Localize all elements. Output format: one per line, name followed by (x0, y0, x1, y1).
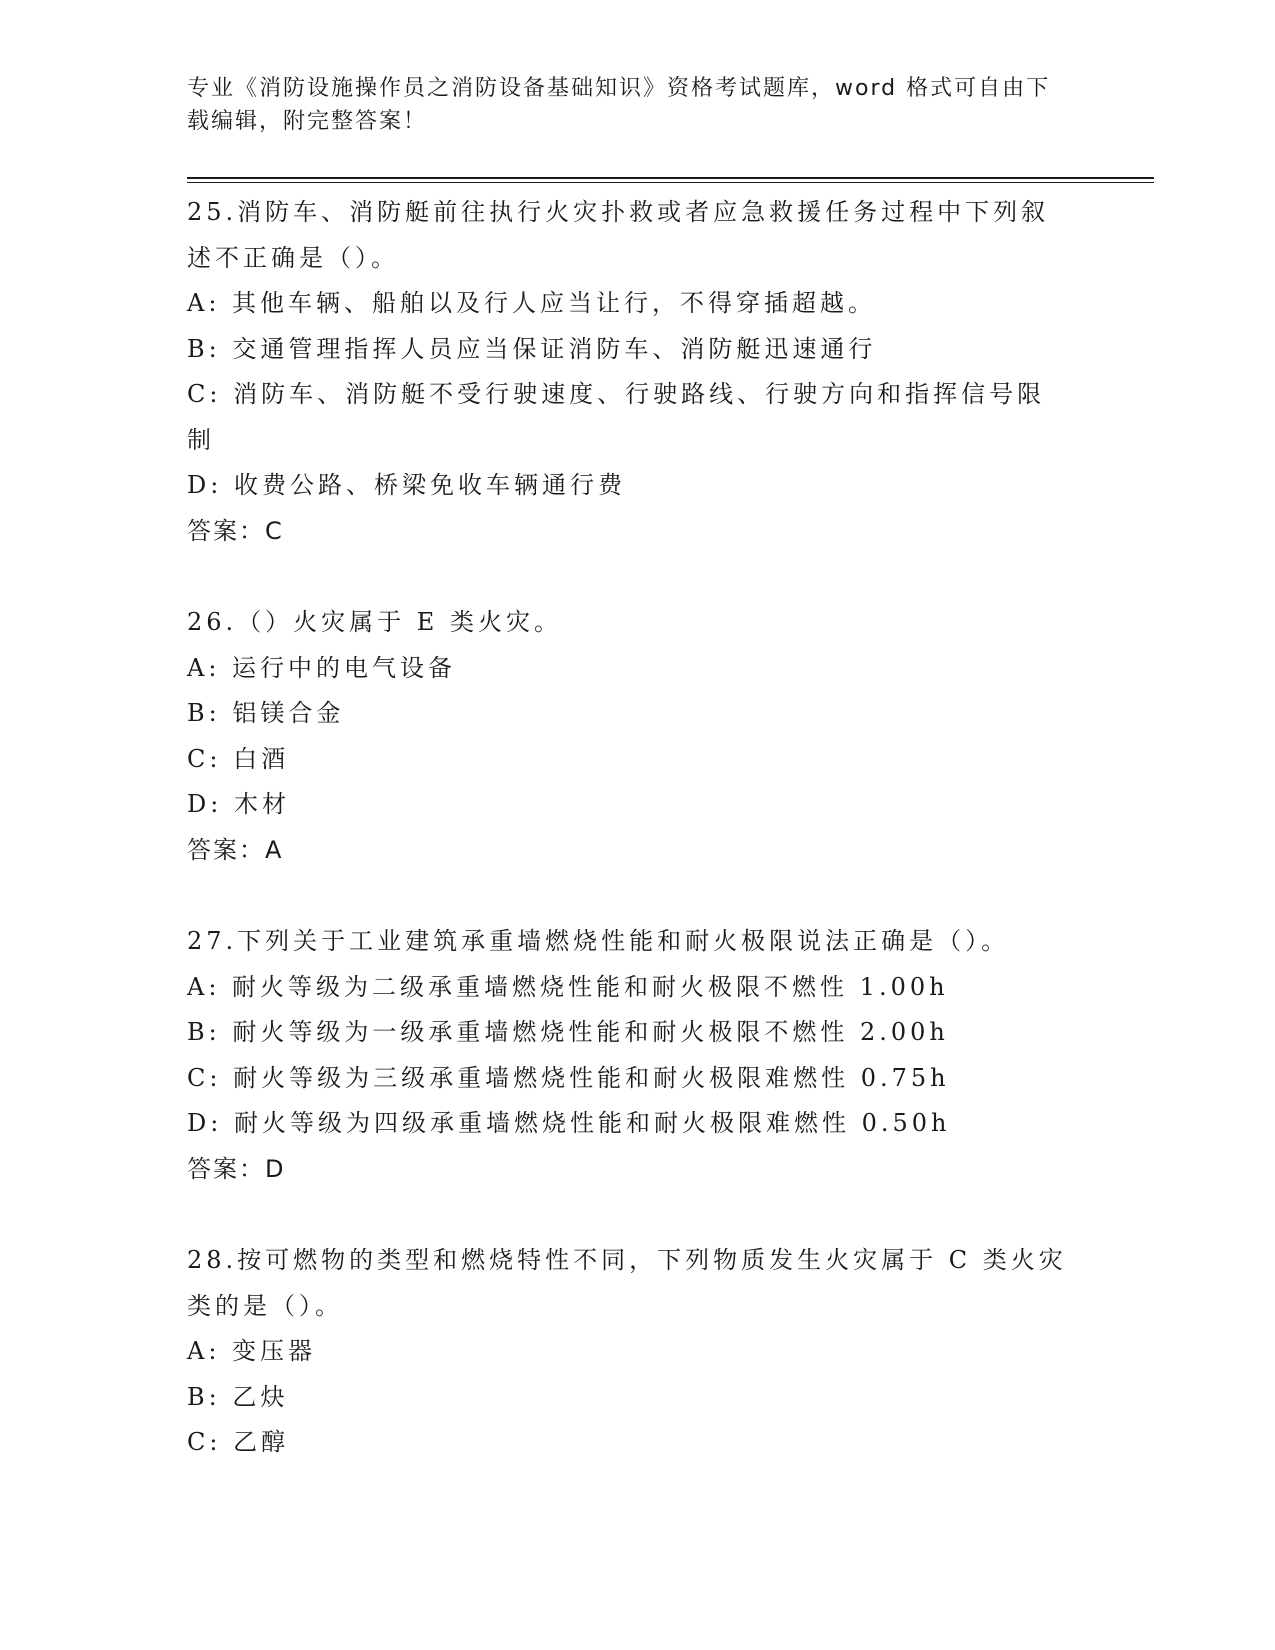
option-c: C: 消防车、消防艇不受行驶速度、行驶路线、行驶方向和指挥信号限 (187, 380, 1046, 408)
header-divider-thin (187, 182, 1154, 183)
question-stem-line: 27.下列关于工业建筑承重墙燃烧性能和耐火极限说法正确是（）。 (187, 927, 1010, 955)
question-spacer (187, 1192, 1087, 1238)
option-d: D: 收费公路、桥梁免收车辆通行费 (187, 471, 626, 499)
option-b: B: 交通管理指挥人员应当保证消防车、消防艇迅速通行 (187, 334, 877, 363)
question-26 (187, 600, 1087, 873)
question-list (187, 190, 1087, 1466)
question-spacer (187, 873, 1087, 919)
question-stem-line: 25.消防车、消防艇前往执行火灾扑救或者应急救援任务过程中下列叙 (187, 198, 1050, 226)
option-d: D: 木材 (187, 790, 290, 818)
answer-line: 答案：C (187, 516, 284, 545)
answer-line: 答案：D (187, 1154, 286, 1183)
option-b: B: 耐火等级为一级承重墙燃烧性能和耐火极限不燃性 2.00h (187, 1018, 949, 1046)
option-d: D: 耐火等级为四级承重墙燃烧性能和耐火极限难燃性 0.50h (187, 1109, 951, 1137)
question-25 (187, 190, 1087, 554)
header-line-1: 专业《消防设施操作员之消防设备基础知识》资格考试题库，word 格式可自由下 (187, 76, 1051, 101)
option-b: B: 铝镁合金 (187, 699, 345, 727)
question-stem-line: 28.按可燃物的类型和燃烧特性不同，下列物质发生火灾属于 C 类火灾 (187, 1246, 1067, 1274)
option-c: C: 乙醇 (187, 1428, 290, 1456)
answer-line: 答案：A (187, 835, 284, 864)
option-b: B: 乙炔 (187, 1382, 289, 1411)
question-28 (187, 1238, 1087, 1466)
option-a: A: 变压器 (187, 1337, 317, 1365)
option-c-continuation: 制 (187, 425, 215, 454)
document-header (187, 72, 1067, 138)
header-line-2: 载编辑，附完整答案！ (187, 109, 428, 134)
question-stem-line: 26.（）火灾属于 E 类火灾。 (187, 608, 562, 636)
question-27 (187, 919, 1087, 1192)
option-a: A: 其他车辆、船舶以及行人应当让行，不得穿插超越。 (187, 289, 877, 317)
option-c: C: 耐火等级为三级承重墙燃烧性能和耐火极限难燃性 0.75h (187, 1063, 950, 1092)
header-divider-thick (187, 177, 1154, 179)
question-stem-line: 类的是（）。 (187, 1291, 343, 1320)
option-c: C: 白酒 (187, 744, 290, 773)
question-stem-line: 述不正确是（）。 (187, 243, 399, 272)
question-spacer (187, 554, 1087, 600)
option-a: A: 耐火等级为二级承重墙燃烧性能和耐火极限不燃性 1.00h (187, 972, 949, 1001)
option-a: A: 运行中的电气设备 (187, 653, 457, 682)
